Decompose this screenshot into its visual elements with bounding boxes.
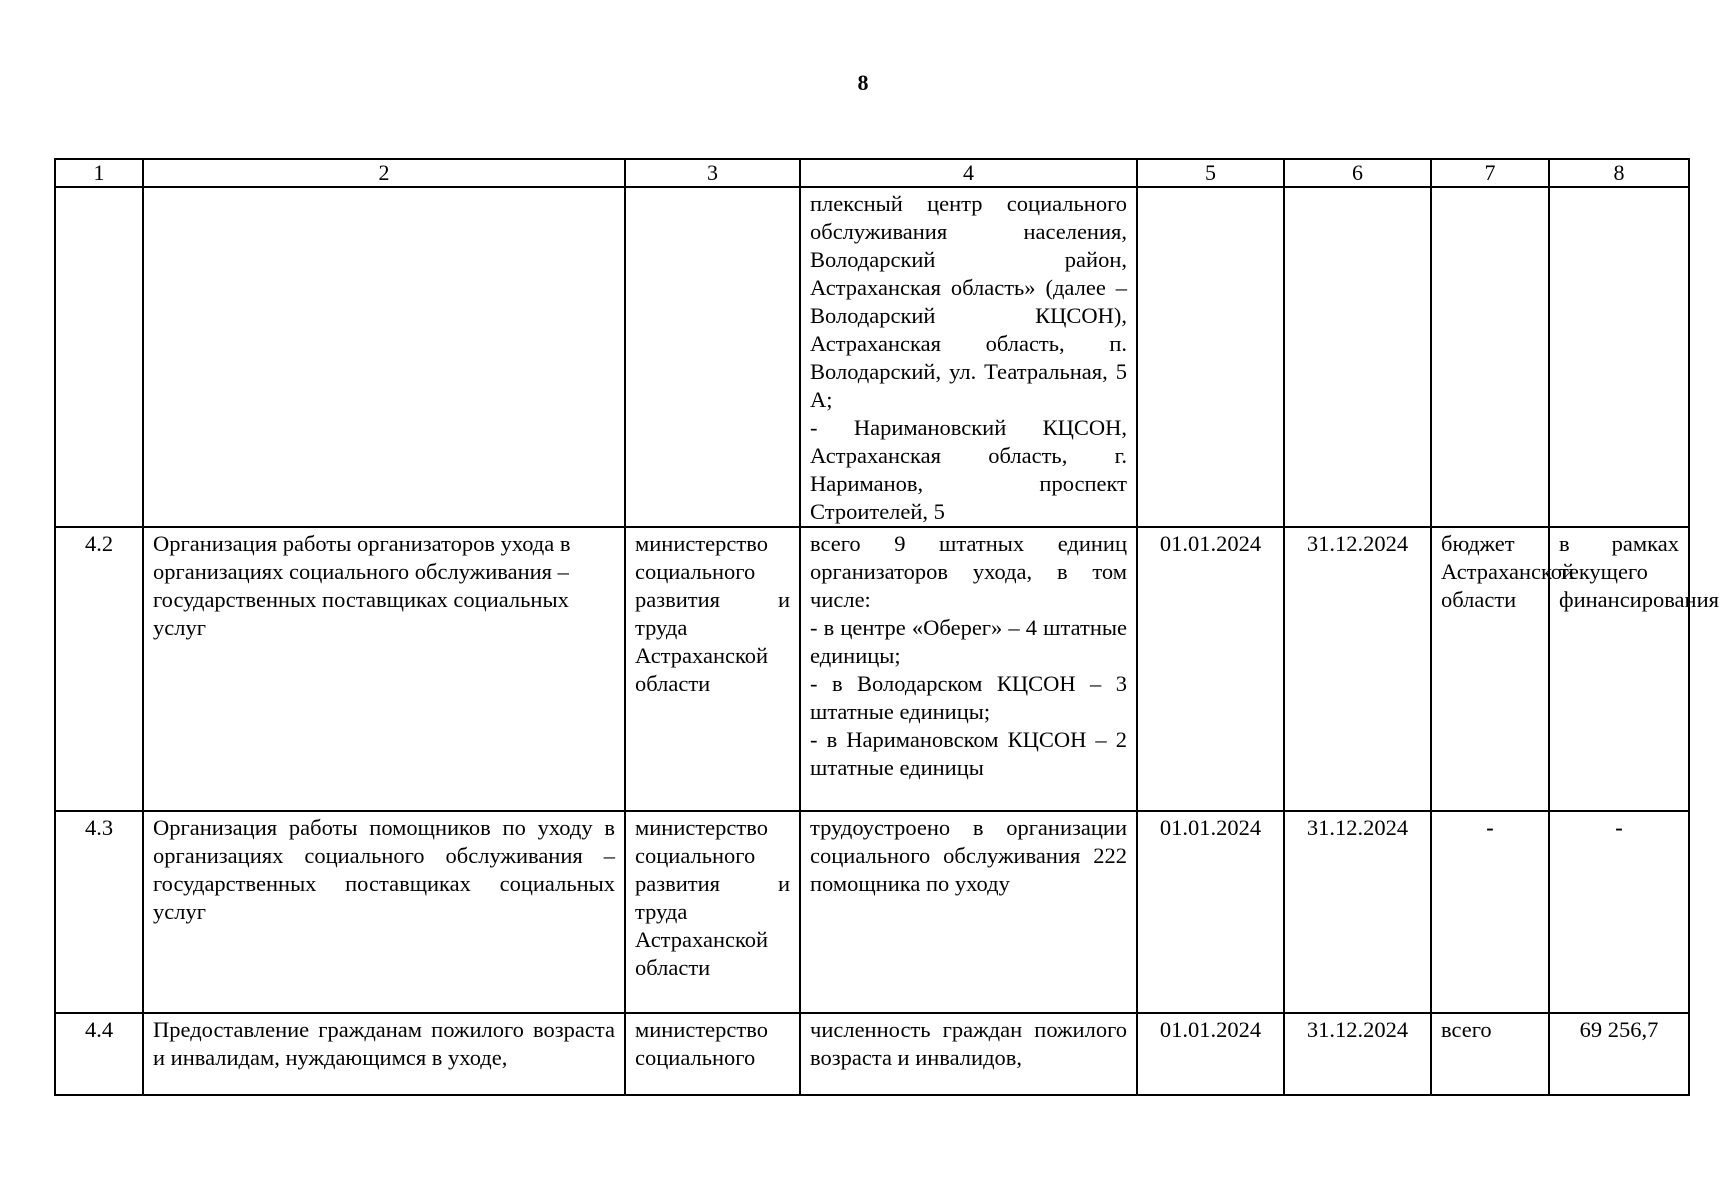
funding-amount-cell (1549, 187, 1689, 527)
row-number: 4.3 (55, 811, 143, 1013)
action-cell: Организация работы организаторов ухода в организациях социального обслуживания – государственных поставщиках социальных услуг (143, 527, 625, 811)
executor-cell: министерство социального (625, 1013, 800, 1095)
row-number: 4.2 (55, 527, 143, 811)
funding-amount-cell: - (1549, 811, 1689, 1013)
start-date-cell: 01.01.2024 (1137, 811, 1284, 1013)
row-number: 4.4 (55, 1013, 143, 1095)
funding-source-cell: всего (1431, 1013, 1549, 1095)
funding-amount-cell: в рамках текущего финансирования (1549, 527, 1689, 811)
result-cell: плексный центр социального обслуживания населения, Володарский район, Астраханская область» (далее – Володарский КЦСОН), Астраханская область, п. Володарский, ул. Театральная, 5 А; - Наримановский КЦСОН, Астраханская область, г. Нариманов, проспект Строителей, 5 (800, 187, 1137, 527)
action-cell: Предоставление гражданам пожилого возраста и инвалидам, нуждающимся в уходе, (143, 1013, 625, 1095)
table-row (55, 1013, 1689, 1095)
column-header: 5 (1137, 159, 1284, 187)
start-date-cell: 01.01.2024 (1137, 527, 1284, 811)
column-header: 8 (1549, 159, 1689, 187)
table-row (55, 811, 1689, 1013)
table-header-row (55, 159, 1689, 187)
end-date-cell (1284, 187, 1431, 527)
funding-source-cell: - (1431, 811, 1549, 1013)
start-date-cell (1137, 187, 1284, 527)
end-date-cell: 31.12.2024 (1284, 527, 1431, 811)
executor-cell (625, 187, 800, 527)
column-header: 7 (1431, 159, 1549, 187)
end-date-cell: 31.12.2024 (1284, 1013, 1431, 1095)
column-header: 1 (55, 159, 143, 187)
end-date-cell: 31.12.2024 (1284, 811, 1431, 1013)
result-cell: всего 9 штатных единиц организаторов ухода, в том числе: - в центре «Оберег» – 4 штатные единицы; - в Володарском КЦСОН – 3 штатные единицы; - в Наримановском КЦСОН – 2 штатные единицы (800, 527, 1137, 811)
executor-cell: министерство социального развития и труда Астраханской области (625, 527, 800, 811)
table-row (55, 527, 1689, 811)
funding-amount-cell: 69 256,7 (1549, 1013, 1689, 1095)
column-header: 2 (143, 159, 625, 187)
page-number: 8 (857, 70, 869, 95)
action-cell: Организация работы помощников по уходу в организациях социального обслуживания – государственных поставщиках социальных услуг (143, 811, 625, 1013)
column-header: 6 (1284, 159, 1431, 187)
table-row (55, 187, 1689, 527)
measures-table (54, 158, 1719, 1096)
action-cell (143, 187, 625, 527)
executor-cell: министерство социального развития и труда Астраханской области (625, 811, 800, 1013)
start-date-cell: 01.01.2024 (1137, 1013, 1284, 1095)
result-cell: численность граждан пожилого возраста и инвалидов, (800, 1013, 1137, 1095)
column-header: 4 (800, 159, 1137, 187)
funding-source-cell: бюджет Астраханской области (1431, 527, 1549, 811)
row-number (55, 187, 143, 527)
column-header: 3 (625, 159, 800, 187)
funding-source-cell (1431, 187, 1549, 527)
result-cell: трудоустроено в организации социального обслуживания 222 помощника по уходу (800, 811, 1137, 1013)
